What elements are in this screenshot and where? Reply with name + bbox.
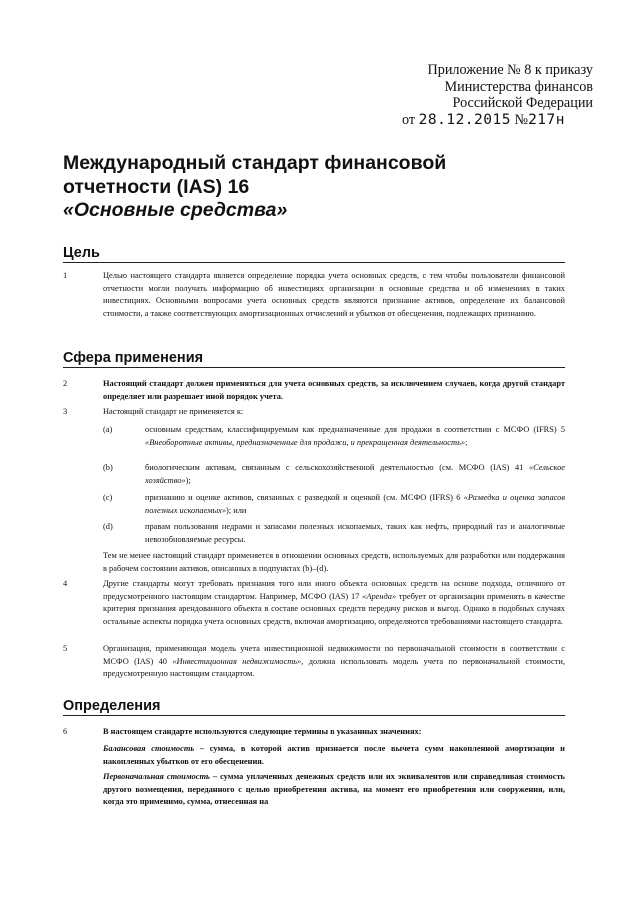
text-part: ; — [465, 437, 468, 447]
section-heading-goal: Цель — [63, 244, 565, 263]
title-subtitle: «Основные средства» — [63, 199, 288, 221]
paragraph-number: 6 — [63, 727, 68, 736]
paragraph-text — [103, 578, 565, 628]
title-line-1: Международный стандарт финансовой — [63, 152, 447, 174]
text-part: ); или — [226, 505, 247, 515]
paragraph-number: 3 — [63, 407, 68, 416]
paragraph-3 — [63, 406, 565, 419]
text-part: признанию и оценке активов, связанных с разведкой и оценкой (см. МСФО (IFRS) 6 — [145, 493, 464, 502]
paragraph-6 — [63, 726, 565, 739]
text-part: ); — [185, 475, 191, 485]
annex-line-1: Приложение № 8 к приказу — [427, 62, 593, 78]
paragraph-text — [103, 643, 565, 681]
subitem-a — [103, 424, 565, 449]
text-italic: «Инвестиционная недвижимость» — [172, 656, 302, 666]
order-number-stamp: 217н — [528, 111, 565, 128]
date-prefix: от — [402, 111, 416, 128]
paragraph-number: 2 — [63, 379, 68, 388]
paragraph-5 — [63, 643, 565, 681]
subitem-b — [103, 462, 565, 487]
paragraph-3-tail: Тем не менее настоящий стандарт применяется в отношении основных средств, используемых для разработки или поддержания в рабочем состоянии активов, описанных в подпунктах (b)–(d). — [103, 551, 565, 573]
paragraph-text: Целью настоящего стандарта является определение порядка учета основных средств, с тем чтобы пользователи финансовой отчетности могли получать информацию об инвестициях организации в основные средства и об изменениях в таких инвестициях. Основными вопросами учета основных средств являются признание активов, определение их балансовой стоимости, а также соответствующих амортизационных отчислений и убытков от обесценения, подлежащих признанию. — [103, 271, 565, 318]
subitem-text — [145, 462, 565, 487]
paragraph-number: 5 — [63, 644, 68, 653]
definition-carrying-amount — [103, 743, 565, 768]
text-italic: «Сельское хозяйство» — [145, 463, 565, 485]
text-italic: «Разведка и оценка запасов полезных ископаемых» — [145, 493, 565, 515]
subitem-letter: (d) — [103, 522, 113, 531]
paragraph-2 — [63, 378, 565, 403]
subitem-letter: (a) — [103, 425, 113, 434]
text-part: биологическим активам, связанным с сельскохозяйственной деятельностью (см. МСФО (IAS) 41 — [145, 463, 529, 472]
text-italic: «Внеоборотные активы, предназначенные для продажи, и прекращенная деятельность» — [145, 437, 466, 447]
text-part: Другие стандарты могут требовать признания того или иного объекта основных средств на основе подхода, отличного от предусмотренного настоящим стандартом. Например, МСФО (IAS) 17 — [103, 579, 565, 601]
paragraph-number: 4 — [63, 579, 68, 588]
text-part: основным средствам, классифицируемым как предназначенные для продажи в соответствии с МСФО (IFRS) 5 — [145, 425, 565, 434]
annex-header — [388, 62, 593, 128]
subitem-letter: (b) — [103, 463, 113, 472]
annex-line-2: Министерства финансов — [444, 78, 593, 95]
title-line-2: отчетности (IAS) 16 — [63, 175, 250, 198]
annex-line-3: Российской Федерации — [452, 95, 593, 111]
number-prefix: № — [514, 111, 529, 128]
paragraph-text: Настоящий стандарт должен применяться для учета основных средств, за исключением случаев, когда другой стандарт определяет или разрешает иной порядок учета. — [103, 379, 565, 401]
section-heading-scope: Сфера применения — [63, 349, 565, 368]
definition-text: – сумма уплаченных денежных средств или их эквивалентов или справедливая стоимость другого возмещения, переданного с целью приобретения актива, на момент его приобретения или сооружения, или, когда это применимо, сумма, отнесенная на — [103, 772, 565, 807]
subitem-letter: (c) — [103, 493, 113, 502]
paragraph-text: Настоящий стандарт не применяется к: — [103, 407, 244, 416]
date-stamp: 28.12.2015 — [418, 111, 511, 128]
paragraph-text: В настоящем стандарте используются следующие термины в указанных значениях: — [103, 727, 422, 736]
document-title — [63, 152, 533, 223]
subitem-d — [103, 521, 565, 546]
text-part: требует от организации применять в качестве критерия признания арендованного объекта в составе основных средств передачу рисков и выгод. Однако в подобных случаях остальные аспекты порядка учета основных средств, включая амортизацию, определяются требованиями настоящего стандарта. — [103, 591, 565, 626]
paragraph-4 — [63, 578, 565, 628]
paragraph-1 — [63, 270, 565, 320]
text-part: , должна использовать модель учета по первоначальной стоимости, предусмотренную настоящим стандартом. — [103, 656, 565, 679]
annex-date-line — [388, 112, 593, 129]
section-heading-definitions: Определения — [63, 697, 565, 716]
subitem-text — [145, 492, 565, 517]
text-part: Организация, применяющая модель учета инвестиционной недвижимости по первоначальной стоимости в соответствии с МСФО (IAS) 40 — [103, 644, 565, 666]
definition-text: – сумма, в которой актив признается после вычета сумм накопленной амортизации и накопленных убытков от его обесценения. — [103, 744, 565, 766]
subitem-text — [145, 424, 565, 449]
definition-term: Первоначальная стоимость — [103, 772, 210, 781]
text-italic: «Аренда» — [362, 591, 397, 601]
subitem-c — [103, 492, 565, 517]
definition-term: Балансовая стоимость — [103, 744, 195, 753]
definition-cost — [103, 771, 565, 809]
paragraph-number: 1 — [63, 271, 68, 280]
subitem-text: правам пользования недрами и запасами полезных ископаемых, таких как нефть, природный газ и аналогичные невозобновляемые ресурсы. — [145, 522, 565, 544]
